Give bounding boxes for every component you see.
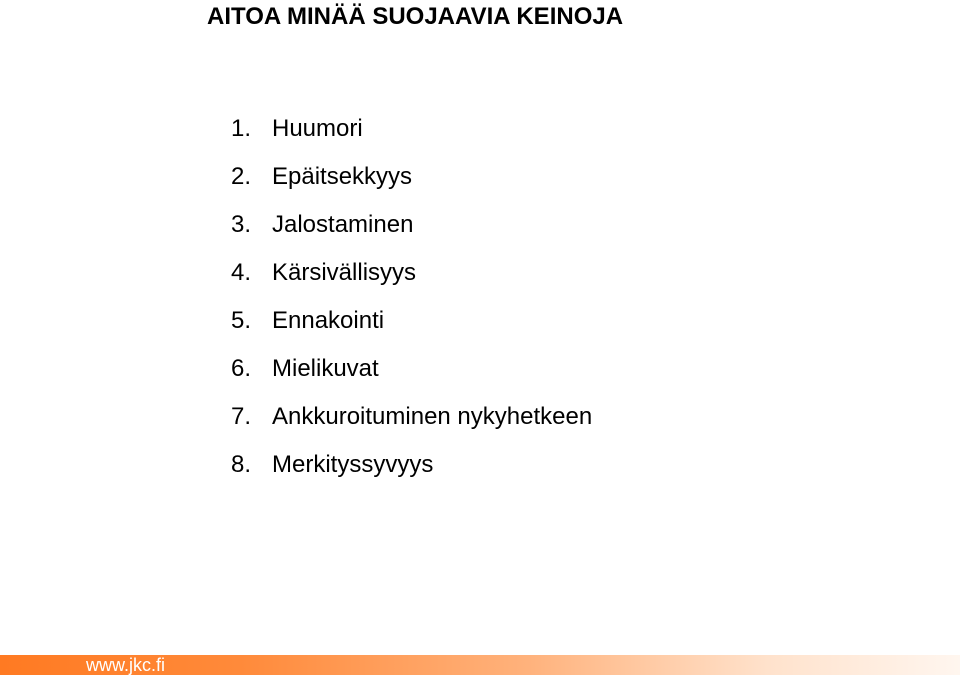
item-number: 1.: [231, 115, 252, 142]
item-number: 2.: [231, 163, 252, 190]
item-label: Ennakointi: [272, 307, 385, 334]
list-item: [231, 355, 592, 403]
list-item: [231, 403, 592, 451]
item-label: Ankkuroituminen nykyhetkeen: [272, 403, 593, 430]
item-label: Jalostaminen: [272, 211, 414, 238]
item-label: Kärsivällisyys: [272, 259, 417, 286]
item-number: 7.: [231, 403, 252, 430]
list-item: [231, 115, 592, 163]
item-number: 4.: [231, 259, 252, 286]
item-label: Epäitsekkyys: [272, 163, 413, 190]
item-number: 6.: [231, 355, 252, 382]
footer-url[interactable]: www.jkc.fi: [86, 655, 166, 675]
list-item: [231, 307, 592, 355]
footer-bar: [0, 655, 960, 675]
item-number: 5.: [231, 307, 252, 334]
item-number: 8.: [231, 451, 252, 478]
list-item: [231, 211, 592, 259]
slide-title: AITOA MINÄÄ SUOJAAVIA KEINOJA: [207, 3, 624, 30]
list-item: [231, 451, 592, 499]
item-label: Mielikuvat: [272, 355, 379, 382]
item-label: Merkityssyvyys: [272, 451, 434, 478]
list-item: [231, 163, 592, 211]
item-number: 3.: [231, 211, 252, 238]
coping-methods-list: [231, 115, 592, 499]
list-item: [231, 259, 592, 307]
item-label: Huumori: [272, 115, 363, 142]
